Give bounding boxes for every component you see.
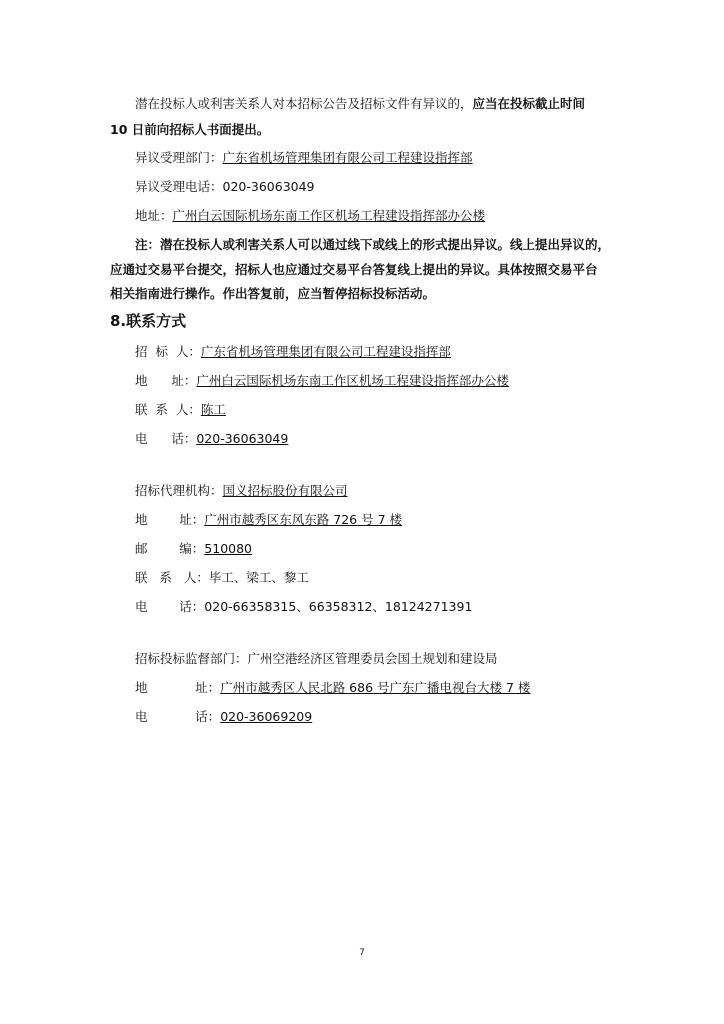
agency-phone-label: 电 话：	[135, 599, 205, 614]
agency-postcode-label: 邮 编：	[135, 541, 205, 556]
tenderer-address-row	[135, 373, 509, 389]
tenderer-name-row	[135, 344, 451, 360]
objection-dept-row	[135, 150, 473, 166]
objection-dept-label: 异议受理部门：	[135, 150, 223, 165]
tenderer-address-value: 广州白云国际机场东南工作区机场工程建设指挥部办公楼	[196, 373, 509, 388]
objection-phone-value: 020-36063049	[222, 179, 315, 194]
note-line-2: 应通过交易平台提交，招标人也应通过交易平台答复线上提出的异议。具体按照交易平台	[110, 262, 598, 277]
note-line-1: 注：潜在投标人或利害关系人可以通过线下或线上的形式提出异议。线上提出异议的，	[135, 237, 611, 252]
note-line-3: 相关指南进行操作。作出答复前，应当暂停招标投标活动。	[110, 286, 436, 301]
objection-address-row	[135, 208, 485, 224]
supervisor-phone-value: 020-36069209	[220, 709, 313, 724]
tenderer-phone-value: 020-36063049	[196, 431, 289, 446]
objection-phone-row	[135, 179, 315, 195]
supervisor-address-row	[135, 680, 530, 696]
tenderer-contact-row	[135, 402, 226, 418]
tenderer-phone-label: 电 话：	[135, 431, 197, 446]
objection-phone-label: 异议受理电话：	[135, 179, 223, 194]
objection-address-value: 广州白云国际机场东南工作区机场工程建设指挥部办公楼	[172, 208, 486, 223]
objection-paragraph-line-2: 10 日前向招标人书面提出。	[110, 122, 270, 137]
supervisor-address-label: 地 址：	[135, 680, 221, 695]
agency-address-label: 地 址：	[135, 512, 205, 527]
page-number: 7	[359, 948, 365, 958]
tenderer-phone-row	[135, 431, 288, 447]
agency-contact-value: 毕工、梁工、黎工	[208, 570, 309, 585]
objection-address-label: 地址：	[135, 208, 173, 223]
agency-postcode-row	[135, 541, 252, 557]
agency-name-value: 国义招标股份有限公司	[222, 483, 348, 498]
supervisor-address-value: 广州市越秀区人民北路 686 号广东广播电视台大楼 7 楼	[220, 680, 531, 695]
agency-address-row	[135, 512, 402, 528]
supervisor-name-value: 广州空港经济区管理委员会国土规划和建设局	[247, 651, 498, 666]
agency-phone-row	[135, 599, 472, 615]
agency-name-label: 招标代理机构：	[135, 483, 223, 498]
tenderer-contact-label: 联 系 人：	[135, 402, 201, 417]
section-title: 8.联系方式	[110, 312, 187, 330]
supervisor-name-row	[135, 651, 498, 667]
objection-dept-value: 广东省机场管理集团有限公司工程建设指挥部	[222, 150, 473, 165]
agency-contact-row	[135, 570, 309, 586]
objection-paragraph-line-1	[135, 96, 585, 112]
supervisor-phone-row	[135, 709, 312, 725]
agency-phone-value: 020-66358315、66358312、18124271391	[204, 599, 473, 614]
supervisor-name-label: 招标投标监督部门：	[135, 651, 248, 666]
agency-postcode-value: 510080	[204, 541, 253, 556]
tenderer-contact-value: 陈工	[200, 402, 226, 417]
agency-name-row	[135, 483, 348, 499]
agency-contact-label: 联 系 人：	[135, 570, 209, 585]
tenderer-address-label: 地 址：	[135, 373, 197, 388]
objection-deadline-text: 应当在投标截止时间	[472, 96, 586, 111]
agency-address-value: 广州市越秀区东风东路 726 号 7 楼	[204, 512, 403, 527]
tenderer-name-value: 广东省机场管理集团有限公司工程建设指挥部	[200, 344, 451, 359]
tenderer-name-label: 招 标 人：	[135, 344, 201, 359]
objection-text: 潜在投标人或利害关系人对本招标公告及招标文件有异议的，	[135, 96, 473, 111]
supervisor-phone-label: 电 话：	[135, 709, 221, 724]
